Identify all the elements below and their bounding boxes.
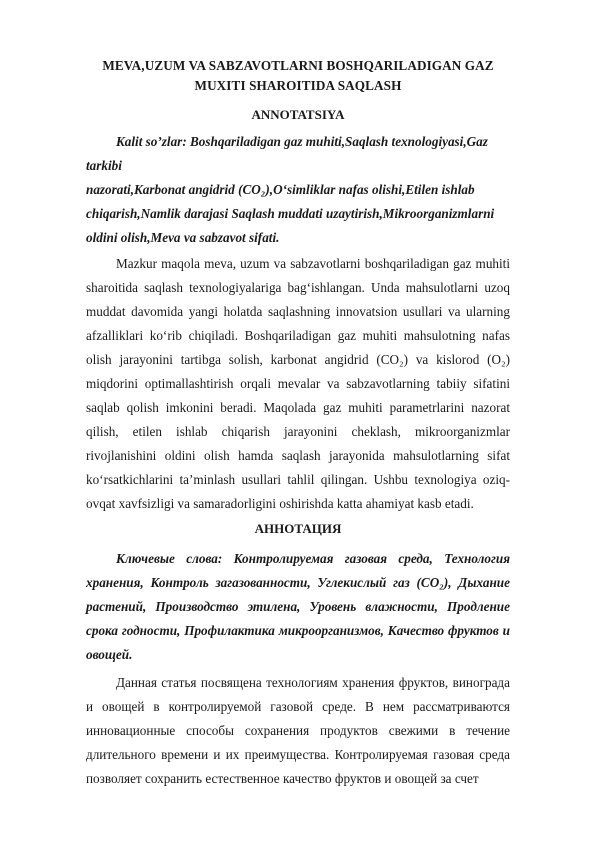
abstract-uz-body: Mazkur maqola meva, uzum va sabzavotlarni boshqariladigan gaz muhiti sharoitida saqlash texnologiyalariga bag‘ishlangan. Unda mahsulotlarni uzoq muddat davomida yangi holatda saqlashning innovatsion usullari va ularning afzalliklari ko‘rib chiqiladi. Boshqariladigan gaz muhiti mahsulotning nafas olish jarayonini tartibga solish, karbonat angidrid (CO₂) va kislorod (O₂) miqdorini optimallashtirish orqali mevalar va sabzavotlarning tabiiy sifatini saqlab qolish imkonini beradi. Maqolada gaz muhiti parametrlarini nazorat qilish, etilen ishlab chiqarish jarayonini cheklash, mikroorganizmlar rivojlanishini oldini olish hamda saqlash jarayonida mahsulotlarning sifat ko‘rsatkichlarini ta’minlash usullari tahlil qilingan. Ushbu texnologiya oziq-ovqat xavfsizligi va samaradorligini oshirishda katta ahamiyat kasb etadi. [86,256,510,511]
title-line-1: MEVA,UZUM VA SABZAVOTLARNI BOSHQARILADIGAN GAZ [102,58,494,73]
keywords-uz-line-2: nazorati,Karbonat angidrid (CO₂),O‘simliklar nafas olishi,Etilen ishlab [86,182,475,197]
title-line-2: MUXITI SHAROITIDA SAQLASH [194,78,402,93]
annotation-uz-heading: ANNOTATSIYA [251,107,345,122]
keywords-uz-line-4: oldini olish,Meva va sabzavot sifati. [86,230,280,245]
keywords-uz-line-1: Kalit so’zlar: Boshqariladigan gaz muhiti,Saqlash texnologiyasi,Gaz tarkibi [86,134,488,173]
paper-title [86,56,510,96]
abstract-ru-body: Данная статья посвящена технологиям хранения фруктов, винограда и овощей в контролируемой газовой среде. В нем рассматриваются инновационные способы сохранения продуктов свежими в течение длительного времени и их преимущества. Контролируемая газовая среда позволяет сохранить естественное качество фруктов и овощей за счет [86,675,510,786]
keywords-uz [86,130,510,250]
keywords-uz-line-3: chiqarish,Namlik darajasi Saqlash muddati uzaytirish,Mikroorganizmlarni [86,206,495,221]
annotation-ru-heading: АННОТАЦИЯ [254,521,342,536]
keywords-ru: Ключевые слова: Контролируемая газовая среда, Технология хранения, Контроль загазованности, Углекислый газ (CO₂), Дыхание растений, Производство этилена, Уровень влажности, Продление срока годности, Профилактика микроорганизмов, Качество фруктов и овощей. [86,551,510,662]
document-page [86,56,510,791]
